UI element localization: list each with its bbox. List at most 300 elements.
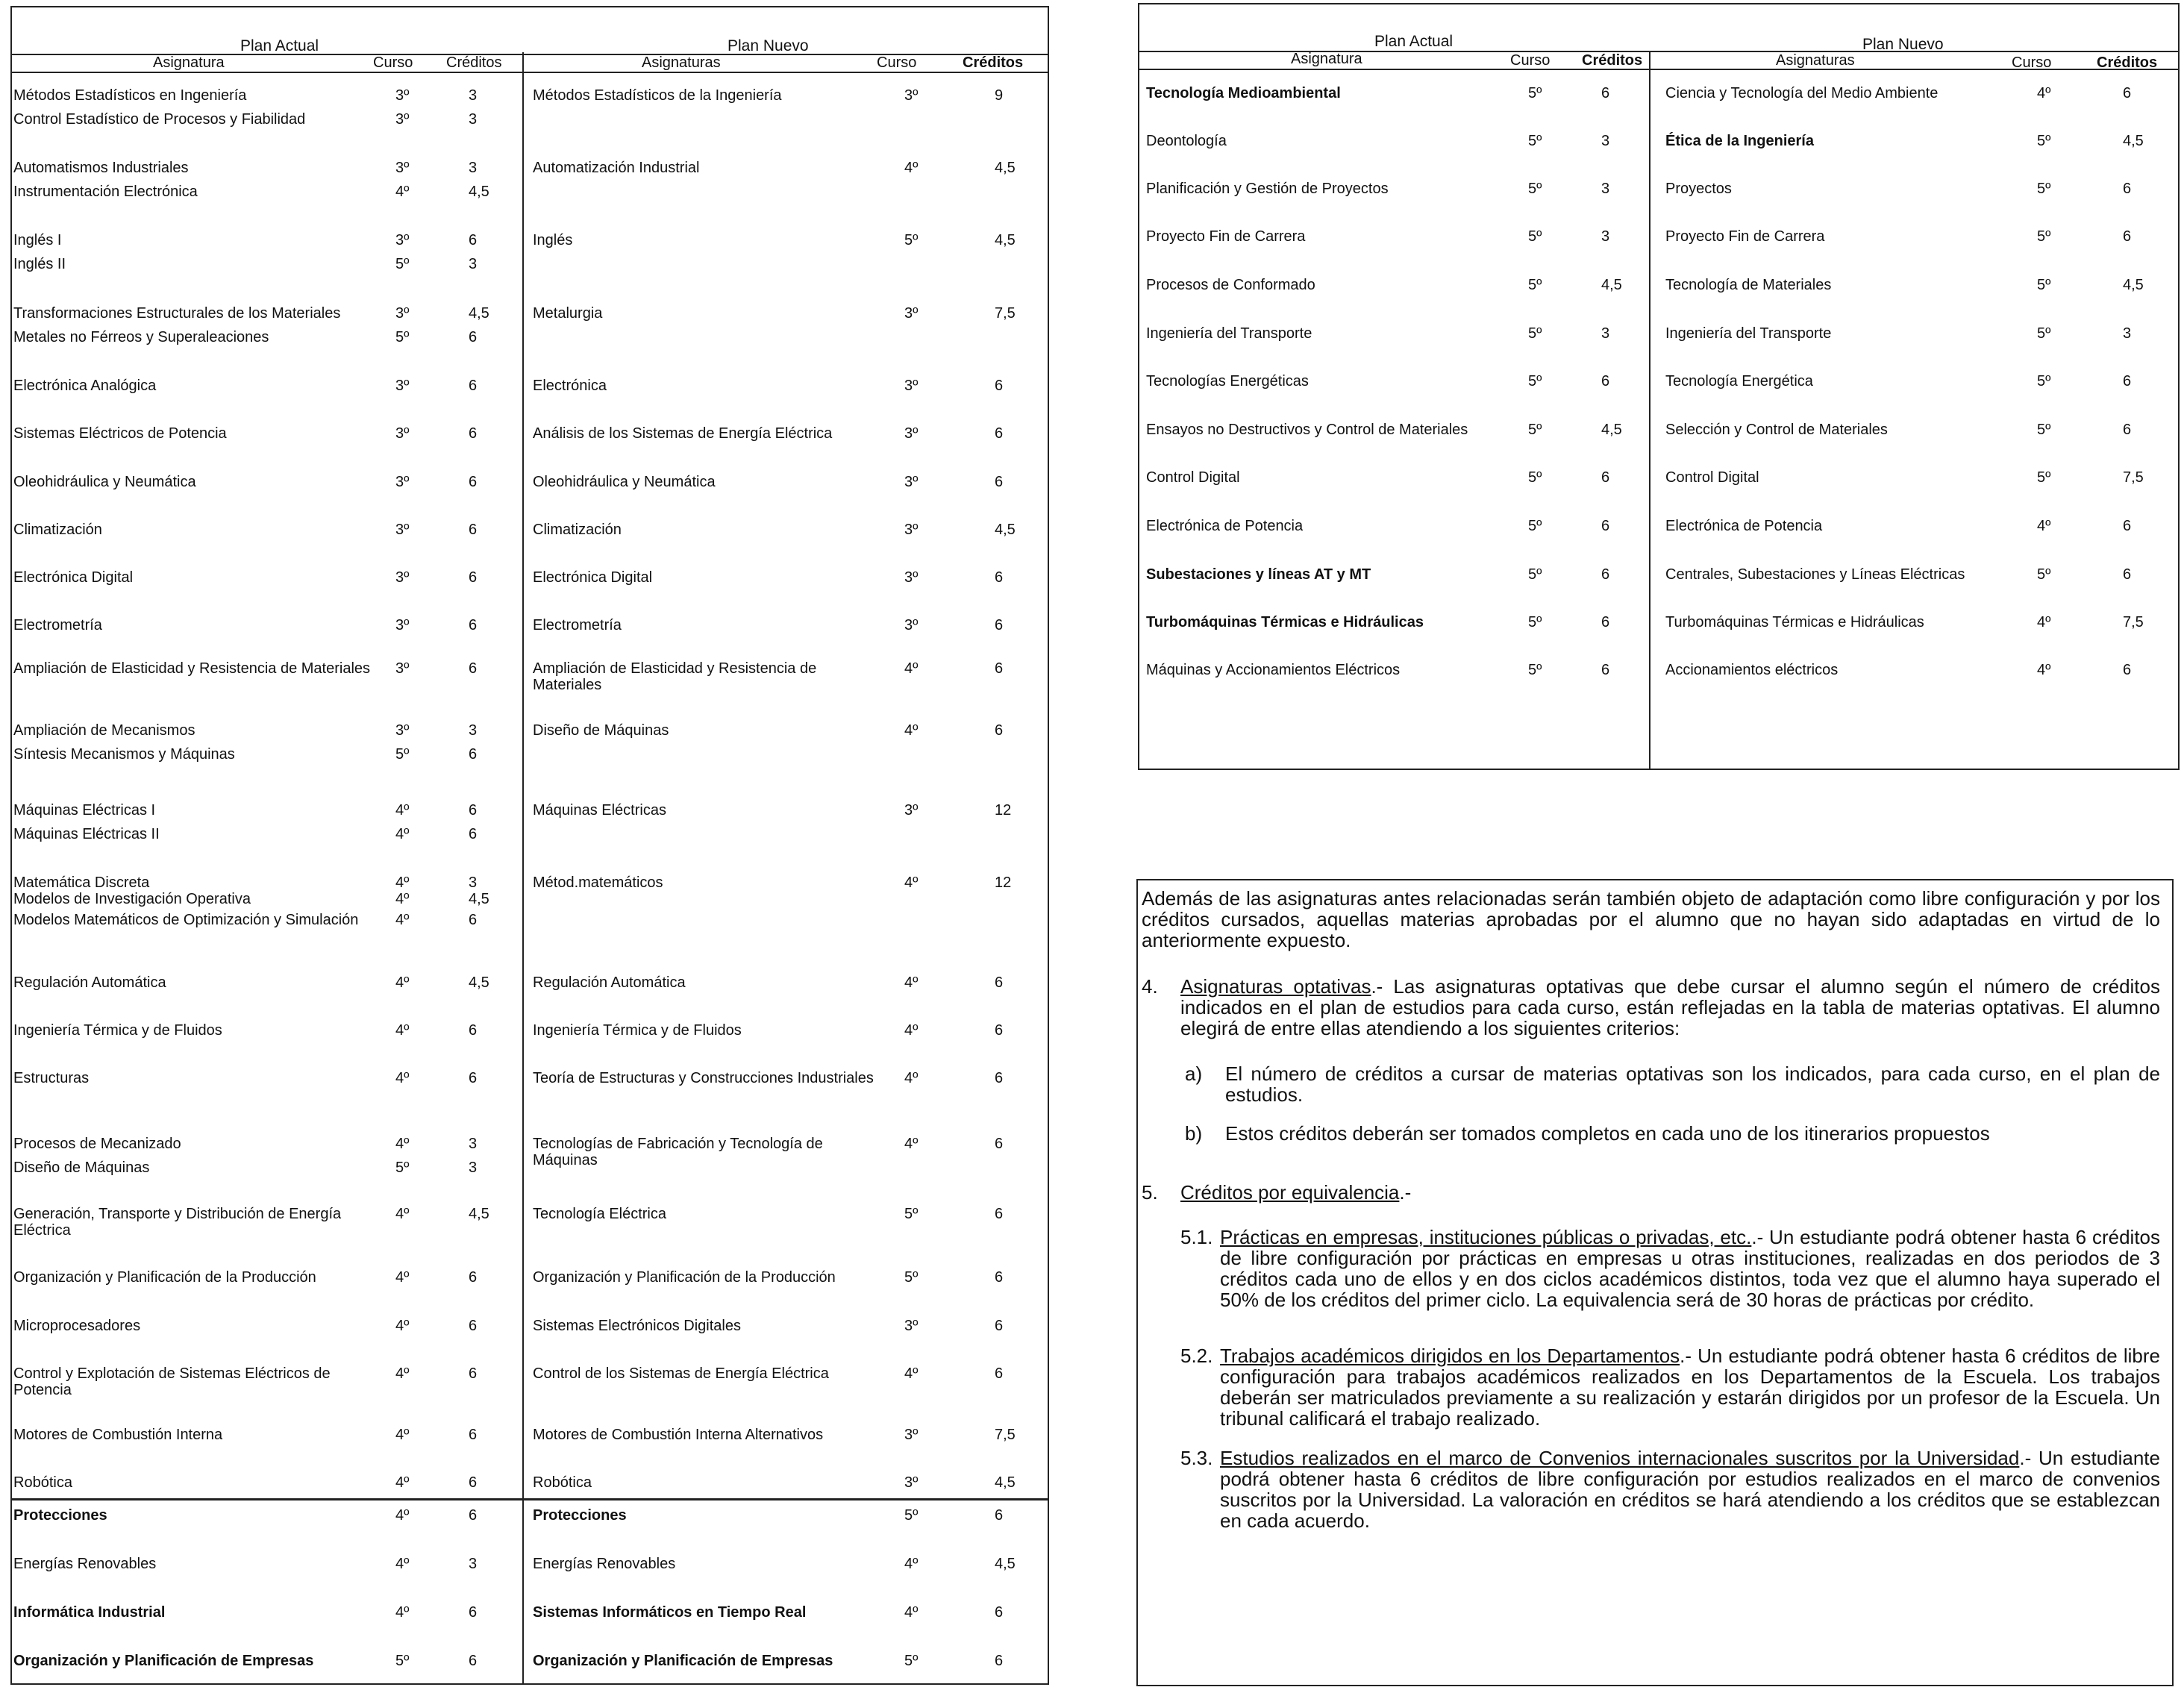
left-table-nuevo-curso: 4º [904, 1365, 919, 1382]
left-table-actual-creditos: 3 [469, 87, 478, 104]
left-table-actual-creditos: 3 [469, 874, 478, 891]
left-table-nuevo-subject: Sistemas Electrónicos Digitales [533, 1318, 741, 1334]
left-table-nuevo-curso: 4º [904, 1022, 919, 1039]
section-4-title: Asignaturas optativas [1180, 975, 1371, 998]
section-5-1-paragraph [1220, 1227, 2160, 1310]
right-table-actual-subject: Ingeniería del Transporte [1146, 325, 1312, 342]
left-table-actual-curso: 4º [395, 874, 410, 891]
right-table-nuevo-curso: 5º [2037, 422, 2051, 438]
right-table-actual-curso: 5º [1528, 181, 1542, 197]
left-table-actual-creditos: 6 [469, 1474, 478, 1491]
right-col-curso: Curso [1510, 52, 1551, 69]
right-table-nuevo-subject: Proyectos [1665, 181, 1732, 197]
left-table-nuevo-subject: Organización y Planificación de Empresas [533, 1653, 833, 1669]
section-5 [1142, 1182, 2160, 1203]
right-table-actual-curso: 5º [1528, 373, 1542, 389]
right-table-actual-curso: 5º [1528, 133, 1542, 149]
right-table-nuevo-curso: 5º [2037, 228, 2051, 245]
left-table-actual-subject: Modelos de Investigación Operativa [13, 891, 251, 907]
left-table-nuevo-subject: Automatización Industrial [533, 160, 700, 176]
left-table-nuevo-subject: Electrónica Digital [533, 569, 653, 586]
right-table-actual-creditos: 4,5 [1601, 277, 1622, 293]
left-table-actual-creditos: 6 [469, 425, 478, 442]
right-table-nuevo-curso: 5º [2037, 277, 2051, 293]
left-table-actual-creditos: 4,5 [469, 891, 489, 907]
left-table-actual-subject: Instrumentación Electrónica [13, 184, 198, 200]
left-table-nuevo-creditos: 6 [995, 1604, 1004, 1621]
left-table-nuevo-subject: Regulación Automática [533, 974, 686, 991]
right-table-nuevo-creditos: 6 [2123, 518, 2132, 534]
right-table-actual-subject: Proyecto Fin de Carrera [1146, 228, 1306, 245]
right-col-asignaturas-nuevo: Asignaturas [1776, 52, 1855, 69]
left-table-actual-curso: 4º [395, 1365, 410, 1382]
right-table-actual-subject: Subestaciones y líneas AT y MT [1146, 566, 1371, 583]
left-table-nuevo-creditos: 6 [995, 1070, 1004, 1086]
left-table-actual-creditos: 6 [469, 1022, 478, 1039]
left-table-actual-curso: 3º [395, 474, 410, 490]
left-group-nuevo: Plan Nuevo [728, 37, 809, 54]
left-table-actual-creditos: 6 [469, 569, 478, 586]
left-table-nuevo-curso: 3º [904, 617, 919, 633]
left-group-actual: Plan Actual [240, 37, 319, 54]
right-table-actual-creditos: 6 [1601, 662, 1610, 678]
section-5-1-title: Prácticas en empresas, instituciones públicas o privadas, etc. [1220, 1226, 1752, 1248]
right-col-asignatura: Asignatura [1291, 51, 1362, 67]
right-table-nuevo-creditos: 6 [2123, 181, 2132, 197]
section-5-3 [1142, 1448, 2160, 1531]
right-table-nuevo-creditos: 4,5 [2123, 277, 2144, 293]
left-table-actual-curso: 3º [395, 722, 410, 739]
section-5-heading [1180, 1182, 2160, 1203]
left-table-nuevo-creditos: 4,5 [995, 160, 1016, 176]
section-4b-label: b) [1185, 1122, 1203, 1145]
left-table-nuevo-subject: Oleohidráulica y Neumática [533, 474, 716, 490]
right-table-nuevo-subject: Centrales, Subestaciones y Líneas Eléctricas [1665, 566, 1965, 583]
left-table-actual-creditos: 6 [469, 1604, 478, 1621]
left-table-nuevo-subject: Máquinas Eléctricas [533, 802, 666, 819]
left-table-nuevo-creditos: 12 [995, 802, 1012, 819]
left-table-nuevo-subject: Diseño de Máquinas [533, 722, 669, 739]
left-table-actual-curso: 4º [395, 1070, 410, 1086]
left-table-nuevo-creditos: 6 [995, 474, 1004, 490]
left-table-actual-curso: 5º [395, 1160, 410, 1176]
right-table-actual-curso: 5º [1528, 518, 1542, 534]
section-5-1 [1142, 1227, 2160, 1310]
right-table-actual-creditos: 3 [1601, 325, 1610, 342]
left-table-actual-creditos: 3 [469, 1556, 478, 1572]
left-table-actual-subject: Automatismos Industriales [13, 160, 189, 176]
left-table-actual-curso: 4º [395, 1556, 410, 1572]
left-table-actual-subject: Máquinas Eléctricas I [13, 802, 156, 819]
section-4b-text: Estos créditos deberán ser tomados completos en cada uno de los itinerarios propuestos [1225, 1122, 1990, 1145]
left-table-actual-subject: Generación, Transporte y Distribución de Energía Eléctrica [13, 1206, 342, 1239]
section-4a-label: a) [1185, 1063, 1203, 1085]
left-table-nuevo-subject: Análisis de los Sistemas de Energía Eléctrica [533, 425, 833, 442]
right-table-actual-creditos: 6 [1601, 373, 1610, 389]
section-4b [1142, 1123, 2160, 1144]
section-5-title: Créditos por equivalencia [1180, 1181, 1400, 1204]
left-table-actual-curso: 3º [395, 232, 410, 248]
left-table-actual-curso: 4º [395, 1022, 410, 1039]
right-table-actual-subject: Turbomáquinas Térmicas e Hidráulicas [1146, 614, 1424, 630]
right-table-nuevo-curso: 5º [2037, 325, 2051, 342]
left-table-nuevo-subject: Climatización [533, 522, 622, 538]
left-table-nuevo-curso: 3º [904, 1318, 919, 1334]
left-table-nuevo-curso: 4º [904, 1070, 919, 1086]
left-table-actual-creditos: 4,5 [469, 974, 489, 991]
left-table-nuevo-curso: 5º [904, 1206, 919, 1222]
left-table-nuevo-subject: Electrónica [533, 378, 607, 394]
left-table-nuevo-subject: Organización y Planificación de la Producción [533, 1269, 836, 1286]
right-table-actual-curso: 5º [1528, 422, 1542, 438]
left-table-nuevo-creditos: 6 [995, 1269, 1004, 1286]
left-table-actual-subject: Metales no Férreos y Superaleaciones [13, 329, 269, 345]
left-table-actual-curso: 4º [395, 891, 410, 907]
right-table-nuevo-curso: 4º [2037, 614, 2051, 630]
left-table-actual-creditos: 6 [469, 329, 478, 345]
left-table-actual-subject: Ampliación de Mecanismos [13, 722, 195, 739]
left-table-nuevo-curso: 3º [904, 1427, 919, 1443]
left-table-nuevo-curso: 3º [904, 1474, 919, 1491]
left-table-nuevo-curso: 3º [904, 474, 919, 490]
right-table-actual-subject: Ensayos no Destructivos y Control de Materiales [1146, 422, 1468, 438]
right-table-actual-curso: 5º [1528, 277, 1542, 293]
left-bottom-block-rule [12, 1498, 1048, 1500]
right-table-actual-curso: 5º [1528, 325, 1542, 342]
right-table-nuevo-curso: 5º [2037, 181, 2051, 197]
left-table-actual-subject: Energías Renovables [13, 1556, 157, 1572]
left-table-actual-subject: Organización y Planificación de la Producción [13, 1269, 316, 1286]
left-table-actual-subject: Sistemas Eléctricos de Potencia [13, 425, 227, 442]
section-5-1-number: 5.1. [1180, 1226, 1213, 1248]
left-table-nuevo-subject: Electrometría [533, 617, 622, 633]
right-table-divider [1649, 52, 1650, 770]
left-table-nuevo-creditos: 4,5 [995, 1474, 1016, 1491]
section-5-2 [1142, 1345, 2160, 1429]
right-table-nuevo-subject: Tecnología Energética [1665, 373, 1813, 389]
section-5-3-number: 5.3. [1180, 1447, 1213, 1469]
right-table-actual-creditos: 6 [1601, 469, 1610, 486]
right-table-nuevo-curso: 4º [2037, 518, 2051, 534]
section-5-tail: .- [1399, 1181, 1412, 1204]
left-table-actual-curso: 4º [395, 802, 410, 819]
right-table-nuevo-creditos: 3 [2123, 325, 2132, 342]
right-table-nuevo-creditos: 7,5 [2123, 614, 2144, 630]
left-table-nuevo-creditos: 6 [995, 1653, 1004, 1669]
left-table-nuevo-creditos: 6 [995, 617, 1004, 633]
right-table-actual-curso: 5º [1528, 662, 1542, 678]
left-table-actual-subject: Inglés I [13, 232, 62, 248]
right-table-nuevo-subject: Ingeniería del Transporte [1665, 325, 1832, 342]
left-table-nuevo-subject: Energías Renovables [533, 1556, 676, 1572]
right-table-nuevo-creditos: 7,5 [2123, 469, 2144, 486]
left-table-nuevo-curso: 5º [904, 232, 919, 248]
left-table-actual-creditos: 6 [469, 1318, 478, 1334]
left-table-nuevo-subject: Control de los Sistemas de Energía Eléctrica [533, 1365, 829, 1382]
left-table-nuevo-creditos: 6 [995, 1206, 1004, 1222]
left-table-actual-creditos: 6 [469, 912, 478, 928]
left-table-nuevo-curso: 5º [904, 1507, 919, 1524]
left-table-actual-subject: Oleohidráulica y Neumática [13, 474, 196, 490]
left-table-actual-creditos: 6 [469, 1653, 478, 1669]
right-table-actual-creditos: 6 [1601, 518, 1610, 534]
left-table-actual-subject: Procesos de Mecanizado [13, 1136, 181, 1152]
left-table-actual-curso: 4º [395, 1427, 410, 1443]
section-5-2-body: .- Un estudiante podrá obtener hasta 6 créditos de libre configuración para trabajos académicos realizados en los Departamentos de la Escuela. Los trabajos deberán ser matriculados previamente a su realización y estarán dirigidos por un profesor de la Escuela. Un tribunal calificará el trabajo realizado. [1220, 1345, 2160, 1430]
left-table-actual-subject: Ingeniería Térmica y de Fluidos [13, 1022, 222, 1039]
right-table-nuevo-curso: 4º [2037, 662, 2051, 678]
section-4 [1142, 976, 2160, 1039]
left-table-actual-subject: Regulación Automática [13, 974, 166, 991]
right-group-nuevo: Plan Nuevo [1862, 36, 1944, 53]
left-table-nuevo-subject: Ampliación de Elasticidad y Resistencia de Materiales [533, 660, 817, 693]
left-header-rule-bottom [12, 72, 1048, 73]
left-table-actual-curso: 3º [395, 522, 410, 538]
left-table-actual-curso: 4º [395, 184, 410, 200]
left-table-nuevo-creditos: 4,5 [995, 232, 1016, 248]
left-table-actual-curso: 4º [395, 1206, 410, 1222]
right-table-nuevo-creditos: 6 [2123, 373, 2132, 389]
left-table-actual-creditos: 4,5 [469, 1206, 489, 1222]
left-col-asignaturas-nuevo: Asignaturas [642, 54, 721, 71]
right-col-curso-nuevo: Curso [2012, 54, 2052, 71]
left-table-nuevo-creditos: 6 [995, 1136, 1004, 1152]
left-table-nuevo-subject: Protecciones [533, 1507, 627, 1524]
left-table-actual-creditos: 6 [469, 1365, 478, 1382]
right-table-nuevo-subject: Electrónica de Potencia [1665, 518, 1823, 534]
left-table-nuevo-creditos: 6 [995, 1318, 1004, 1334]
section-5-3-paragraph [1220, 1448, 2160, 1531]
left-table-actual-curso: 3º [395, 617, 410, 633]
left-table-actual-creditos: 6 [469, 378, 478, 394]
left-table-actual-curso: 5º [395, 256, 410, 272]
right-table-actual-subject: Tecnologías Energéticas [1146, 373, 1309, 389]
right-table-nuevo-creditos: 6 [2123, 566, 2132, 583]
left-table-actual-creditos: 6 [469, 474, 478, 490]
notes-intro: Además de las asignaturas antes relacionadas serán también objeto de adaptación como libre configuración y por los créditos cursados, aquellas materias aprobadas por el alumno que no hayan sido adaptadas en virtud de lo anteriormente expuesto. [1142, 887, 2160, 951]
section-5-2-paragraph [1220, 1345, 2160, 1429]
right-table-actual-creditos: 4,5 [1601, 422, 1622, 438]
left-table-nuevo-subject: Tecnologías de Fabricación y Tecnología de Máquinas [533, 1136, 823, 1168]
left-col-curso-nuevo: Curso [877, 54, 917, 71]
left-table-actual-curso: 4º [395, 1269, 410, 1286]
left-table-actual-curso: 3º [395, 425, 410, 442]
right-table-nuevo-subject: Proyecto Fin de Carrera [1665, 228, 1825, 245]
left-table-actual-subject: Organización y Planificación de Empresas [13, 1653, 314, 1669]
left-table-actual-creditos: 6 [469, 522, 478, 538]
left-table-actual-curso: 3º [395, 305, 410, 322]
left-table-actual-creditos: 3 [469, 1160, 478, 1176]
right-table-nuevo-subject: Accionamientos eléctricos [1665, 662, 1839, 678]
left-table-nuevo-curso: 3º [904, 802, 919, 819]
right-table-actual-creditos: 6 [1601, 85, 1610, 101]
left-table-nuevo-curso: 4º [904, 660, 919, 677]
right-table-actual-creditos: 3 [1601, 181, 1610, 197]
right-table-nuevo-curso: 5º [2037, 469, 2051, 486]
section-5-3-title: Estudios realizados en el marco de Convenios internacionales suscritos por la Universidad [1220, 1447, 2020, 1469]
right-table-actual-curso: 5º [1528, 614, 1542, 630]
left-table-actual-subject: Protecciones [13, 1507, 107, 1524]
section-5-2-number: 5.2. [1180, 1345, 1213, 1367]
left-table-actual-subject: Modelos Matemáticos de Optimización y Simulación [13, 912, 359, 928]
right-table-actual-creditos: 6 [1601, 566, 1610, 583]
left-table-actual-creditos: 3 [469, 1136, 478, 1152]
left-table-actual-curso: 3º [395, 660, 410, 677]
right-table-nuevo-subject: Ética de la Ingeniería [1665, 133, 1814, 149]
left-table-actual-subject: Electrónica Analógica [13, 378, 157, 394]
left-table-actual-curso: 4º [395, 912, 410, 928]
left-table-actual-subject: Matemática Discreta [13, 874, 150, 891]
left-table-actual-creditos: 3 [469, 160, 478, 176]
left-table-actual-subject: Transformaciones Estructurales de los Materiales [13, 305, 341, 322]
left-table-nuevo-curso: 3º [904, 378, 919, 394]
left-table-nuevo-curso: 3º [904, 425, 919, 442]
left-table-actual-curso: 4º [395, 974, 410, 991]
left-table-nuevo-subject: Tecnología Eléctrica [533, 1206, 666, 1222]
left-table-actual-creditos: 6 [469, 1070, 478, 1086]
left-table-actual-creditos: 6 [469, 660, 478, 677]
left-table-actual-creditos: 6 [469, 826, 478, 842]
left-table-actual-subject: Electrónica Digital [13, 569, 134, 586]
left-table-nuevo-curso: 5º [904, 1653, 919, 1669]
left-table-actual-subject: Control Estadístico de Procesos y Fiabilidad [13, 111, 306, 128]
left-table-nuevo-curso: 4º [904, 1136, 919, 1152]
right-table-nuevo-curso: 5º [2037, 133, 2051, 149]
left-table-nuevo-creditos: 4,5 [995, 1556, 1016, 1572]
left-table-actual-creditos: 6 [469, 1269, 478, 1286]
section-5-3-body: .- Un estudiante podrá obtener hasta 6 créditos de libre configuración por estudios realizados en el marco de convenios suscritos por la Universidad. La valoración en créditos se hará atendiendo a los créditos que se establezcan en cada acuerdo. [1220, 1447, 2160, 1532]
right-table-nuevo-subject: Control Digital [1665, 469, 1759, 486]
left-table-actual-creditos: 6 [469, 1507, 478, 1524]
right-table-actual-subject: Control Digital [1146, 469, 1240, 486]
left-table-nuevo-creditos: 6 [995, 1022, 1004, 1039]
left-table-nuevo-subject: Robótica [533, 1474, 592, 1491]
left-table-nuevo-curso: 3º [904, 522, 919, 538]
right-table-actual-curso: 5º [1528, 228, 1542, 245]
section-5-number: 5. [1142, 1181, 1158, 1204]
left-table-nuevo-subject: Inglés [533, 232, 573, 248]
right-table-nuevo-creditos: 6 [2123, 228, 2132, 245]
left-table-actual-creditos: 3 [469, 111, 478, 128]
left-table-actual-creditos: 6 [469, 746, 478, 763]
left-table-nuevo-subject: Teoría de Estructuras y Construcciones Industriales [533, 1070, 874, 1086]
right-table-actual-subject: Electrónica de Potencia [1146, 518, 1304, 534]
right-table-actual-curso: 5º [1528, 566, 1542, 583]
right-table-nuevo-curso: 5º [2037, 566, 2051, 583]
right-group-actual: Plan Actual [1374, 33, 1454, 50]
left-table-actual-subject: Ampliación de Elasticidad y Resistencia de Materiales [13, 660, 371, 677]
left-table-actual-subject: Climatización [13, 522, 102, 538]
left-table-actual-subject: Microprocesadores [13, 1318, 141, 1334]
right-table-actual-subject: Procesos de Conformado [1146, 277, 1315, 293]
left-table-nuevo-creditos: 6 [995, 1365, 1004, 1382]
right-table-nuevo-subject: Ciencia y Tecnología del Medio Ambiente [1665, 85, 1939, 101]
left-table-actual-creditos: 4,5 [469, 184, 489, 200]
right-table-actual-subject: Deontología [1146, 133, 1227, 149]
left-table-actual-creditos: 4,5 [469, 305, 489, 322]
left-table-nuevo-creditos: 6 [995, 1507, 1004, 1524]
left-table-actual-creditos: 3 [469, 722, 478, 739]
left-table-actual-subject: Máquinas Eléctricas II [13, 826, 160, 842]
left-table-actual-curso: 4º [395, 1604, 410, 1621]
left-table-actual-curso: 3º [395, 569, 410, 586]
right-table-nuevo-creditos: 6 [2123, 422, 2132, 438]
left-table-actual-curso: 3º [395, 378, 410, 394]
left-table-actual-creditos: 6 [469, 802, 478, 819]
right-table-nuevo-creditos: 6 [2123, 662, 2132, 678]
left-table-actual-curso: 4º [395, 1318, 410, 1334]
left-table-actual-curso: 3º [395, 111, 410, 128]
right-table-actual-creditos: 3 [1601, 228, 1610, 245]
right-col-creditos-nuevo: Créditos [2097, 54, 2158, 71]
right-table-actual-curso: 5º [1528, 469, 1542, 486]
left-table-nuevo-subject: Metalurgia [533, 305, 603, 322]
left-table-actual-subject: Inglés II [13, 256, 66, 272]
left-col-asignatura: Asignatura [153, 54, 225, 71]
right-table-actual-creditos: 6 [1601, 614, 1610, 630]
left-table-nuevo-subject: Sistemas Informáticos en Tiempo Real [533, 1604, 807, 1621]
left-table-nuevo-creditos: 6 [995, 569, 1004, 586]
left-table-nuevo-curso: 4º [904, 722, 919, 739]
left-table-nuevo-curso: 3º [904, 305, 919, 322]
left-table-actual-curso: 5º [395, 746, 410, 763]
left-table-nuevo-subject: Métodos Estadísticos de la Ingeniería [533, 87, 782, 104]
left-table-nuevo-curso: 3º [904, 87, 919, 104]
left-table-actual-curso: 3º [395, 160, 410, 176]
left-table-nuevo-creditos: 6 [995, 378, 1004, 394]
left-table-nuevo-curso: 5º [904, 1269, 919, 1286]
left-table-nuevo-curso: 4º [904, 874, 919, 891]
left-table-actual-curso: 4º [395, 826, 410, 842]
right-table-nuevo-creditos: 6 [2123, 85, 2132, 101]
left-table-actual-creditos: 6 [469, 617, 478, 633]
left-table-actual-subject: Control y Explotación de Sistemas Eléctricos de Potencia [13, 1365, 331, 1398]
left-table-divider [522, 52, 524, 1685]
left-table-actual-creditos: 6 [469, 232, 478, 248]
left-table-nuevo-creditos: 9 [995, 87, 1004, 104]
left-table-nuevo-creditos: 6 [995, 425, 1004, 442]
section-4a [1142, 1063, 2160, 1105]
left-table-nuevo-curso: 4º [904, 1556, 919, 1572]
left-table-actual-subject: Motores de Combustión Interna [13, 1427, 223, 1443]
left-table-actual-subject: Diseño de Máquinas [13, 1160, 150, 1176]
left-table-actual-subject: Síntesis Mecanismos y Máquinas [13, 746, 235, 763]
left-table-nuevo-curso: 3º [904, 569, 919, 586]
left-col-curso: Curso [373, 54, 413, 71]
section-4-body: .- Las asignaturas optativas que debe cursar el alumno según el número de créditos indicados en el plan de estudios para cada curso, están reflejadas en la tabla de materias optativas. El alumno elegirá de entre ellas atendiendo a los siguientes criterios: [1180, 975, 2160, 1039]
left-table-actual-creditos: 3 [469, 256, 478, 272]
left-table-actual-curso: 5º [395, 329, 410, 345]
right-table-nuevo-subject: Tecnología de Materiales [1665, 277, 1832, 293]
left-col-creditos-nuevo: Créditos [963, 54, 1024, 71]
left-table-nuevo-creditos: 6 [995, 660, 1004, 677]
left-table-nuevo-curso: 4º [904, 1604, 919, 1621]
left-table-nuevo-subject: Ingeniería Térmica y de Fluidos [533, 1022, 742, 1039]
right-col-creditos: Créditos [1582, 52, 1643, 69]
left-table-actual-subject: Robótica [13, 1474, 72, 1491]
left-table-actual-curso: 4º [395, 1507, 410, 1524]
section-4a-text: El número de créditos a cursar de materias optativas son los indicados, para cada curso, en el plan de estudios. [1225, 1063, 2160, 1106]
section-4-number: 4. [1142, 975, 1158, 998]
right-table-actual-creditos: 3 [1601, 133, 1610, 149]
left-table-nuevo-curso: 4º [904, 974, 919, 991]
left-table-actual-subject: Estructuras [13, 1070, 90, 1086]
right-table-actual-curso: 5º [1528, 85, 1542, 101]
right-table-nuevo-subject: Turbomáquinas Térmicas e Hidráulicas [1665, 614, 1924, 630]
left-col-creditos: Créditos [446, 54, 502, 71]
left-table-nuevo-creditos: 6 [995, 974, 1004, 991]
left-table-nuevo-curso: 4º [904, 160, 919, 176]
